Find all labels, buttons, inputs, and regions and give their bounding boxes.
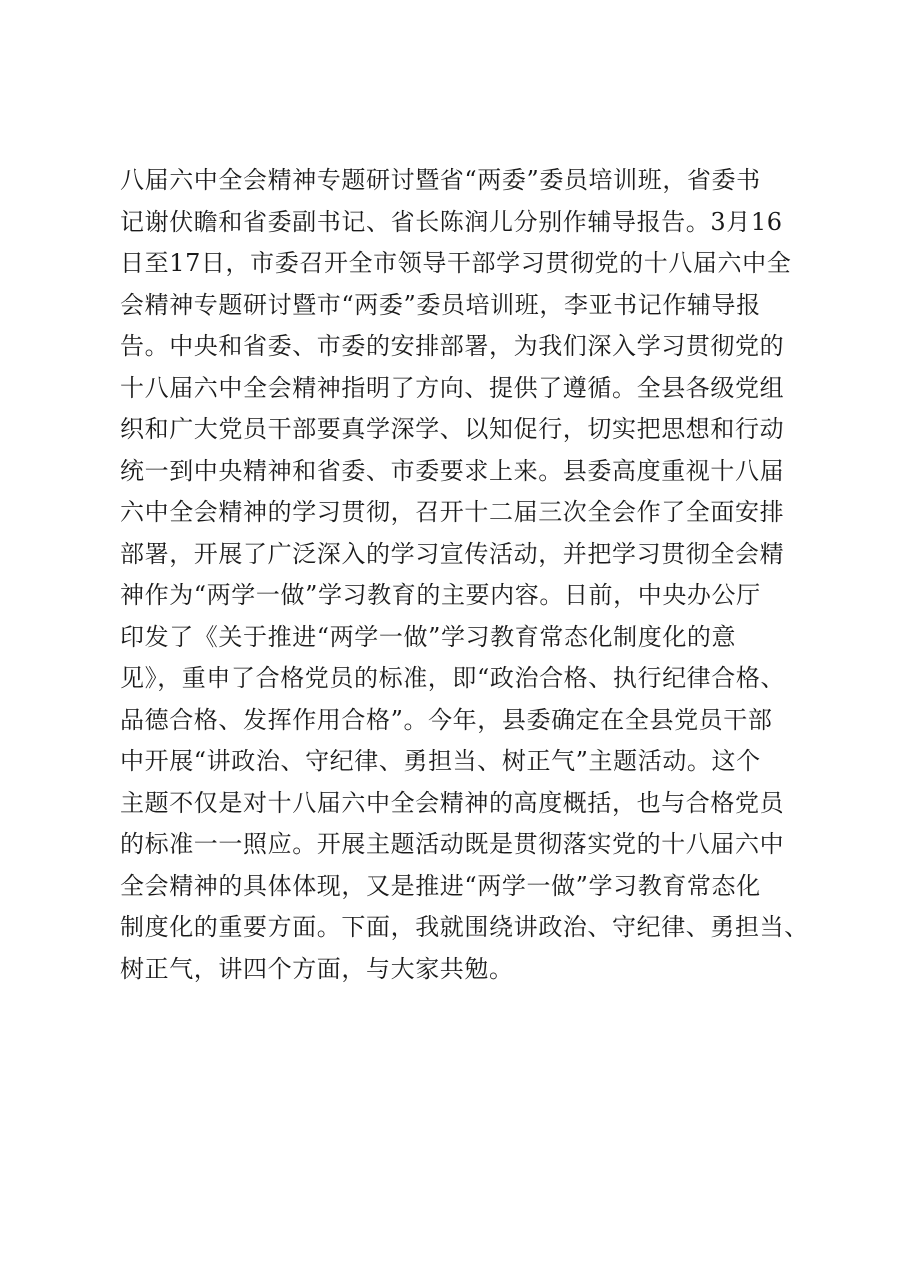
body-paragraph <box>120 160 840 990</box>
text-line: 十八届六中全会精神指明了方向、提供了遵循。全县各级党组 <box>120 373 785 402</box>
text-line: 记谢伏瞻和省委副书记、省长陈润儿分别作辅导报告。3月16 <box>120 207 783 236</box>
text-line: 日至17日，市委召开全市领导干部学习贯彻党的十八届六中全 <box>120 249 792 277</box>
text-line: 见》，重申了合格党员的标准，即“政治合格、执行纪律合格、 <box>120 664 786 692</box>
text-line: 的标准一一照应。开展主题活动既是贯彻落实党的十八届六中 <box>120 830 785 858</box>
text-line: 印发了《关于推进“两学一做”学习教育常态化制度化的意 <box>120 622 737 651</box>
text-line: 告。中央和省委、市委的安排部署，为我们深入学习贯彻党的 <box>120 332 785 360</box>
text-line: 统一到中央精神和省委、市委要求上来。县委高度重视十八届 <box>120 456 785 485</box>
text-line: 部署，开展了广泛深入的学习宣传活动，并把学习贯彻全会精 <box>120 539 785 568</box>
text-line: 会精神专题研讨暨市“两委”委员培训班，李亚书记作辅导报 <box>120 290 761 319</box>
text-line: 织和广大党员干部要真学深学、以知促行，切实把思想和行动 <box>120 415 785 443</box>
text-line: 八届六中全会精神专题研讨暨省“两委”委员培训班，省委书 <box>120 166 761 194</box>
text-line: 全会精神的具体体现，又是推进“两学一做”学习教育常态化 <box>120 871 761 900</box>
text-line: 品德合格、发挥作用合格”。今年，县委确定在全县党员干部 <box>120 705 773 734</box>
text-line: 主题不仅是对十八届六中全会精神的高度概括，也与合格党员 <box>120 788 785 817</box>
text-line: 制度化的重要方面。下面，我就围绕讲政治、守纪律、勇担当、 <box>120 913 809 941</box>
text-line: 神作为“两学一做”学习教育的主要内容。日前，中央办公厅 <box>120 581 761 609</box>
text-line: 中开展“讲政治、守纪律、勇担当、树正气”主题活动。这个 <box>120 747 761 775</box>
text-line: 树正气，讲四个方面，与大家共勉。 <box>120 954 514 983</box>
text-line: 六中全会精神的学习贯彻，召开十二届三次全会作了全面安排 <box>120 498 785 526</box>
